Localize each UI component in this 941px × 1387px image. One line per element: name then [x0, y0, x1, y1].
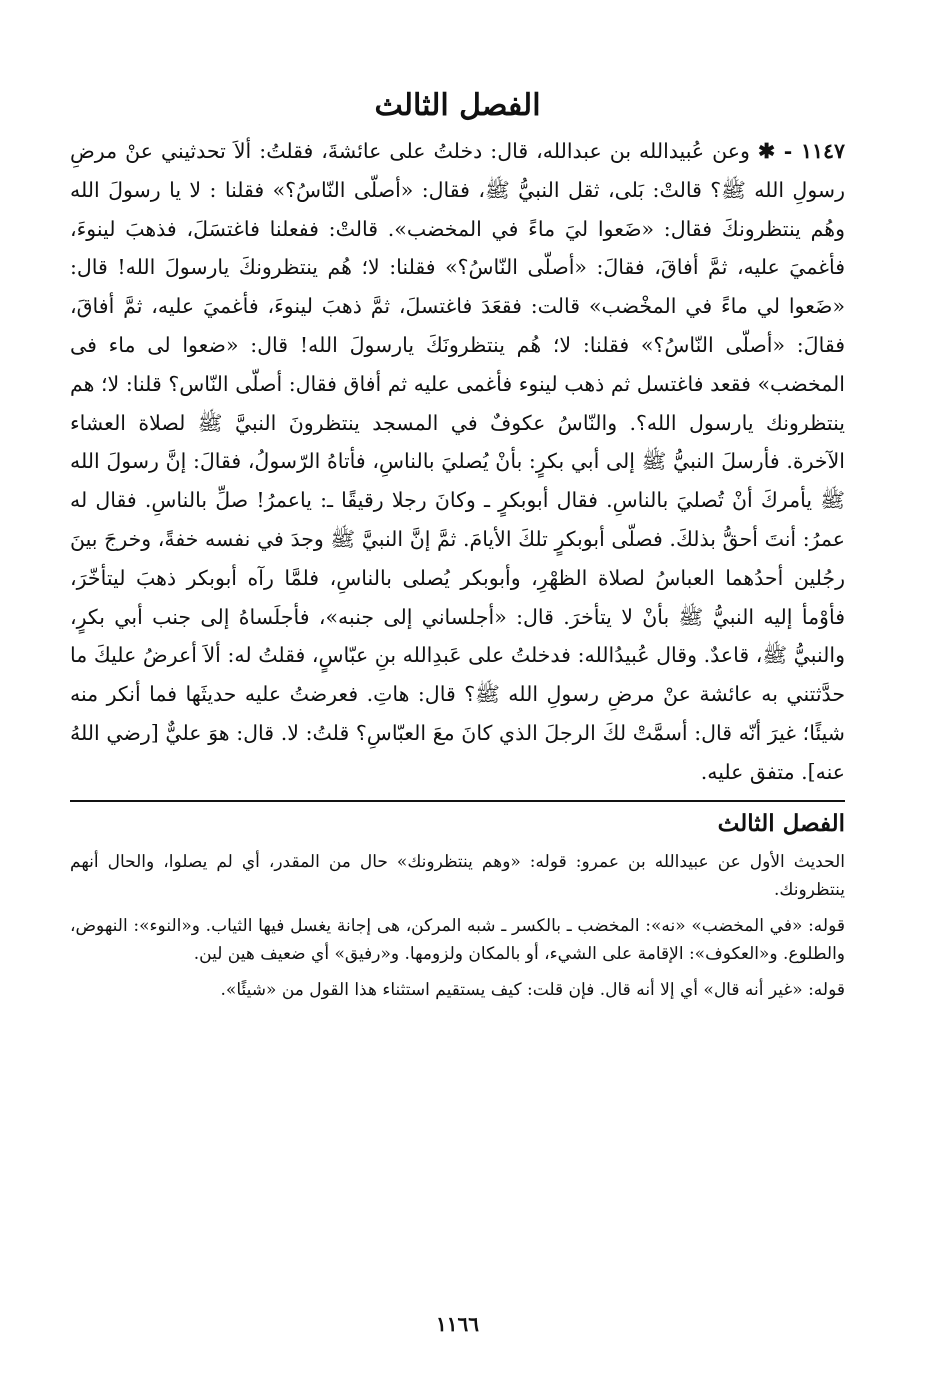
commentary-heading: الفصل الثالث	[717, 809, 845, 837]
commentary-note: الحديث الأول عن عبيدالله بن عمرو: قوله: «وهم ينتظرونك» حال من المقدر، أي لم يصلوا، والحال أنهم ينتظرونك.	[70, 851, 845, 900]
commentary-note: قوله: «في المخضب» «نه»: المخضب ـ بالكسر ـ شبه المركن، هى إجانة يغسل فيها الثياب. و«النوء»: النهوض، والطلوع. و«العكوف»: الإقامة على الشيء، أو بالمكان ولزومها. و«رفيق» أي ضعيف هين لين.	[70, 915, 845, 964]
hadith-paragraph	[70, 132, 845, 792]
hadith-body: وعن عُبيدالله بن عبدالله، قال: دخلتُ على عائشةَ، فقلتُ: ألاَ تحدثيني عنْ مرضِ رسولِ الله ﷺ؟ قالتْ: بَلى، ثقل النبيُّ ﷺ، فقال: «أصلّى النّاسُ؟» فقلنا : لا يا رسولَ الله وهُم ينتظرونكَ فقال: «ضَعوا ليَ ماءً في المخضب». قالتْ: ففعلنا فاغتسَلَ، فذهبَ لينوءَ، فأغميَ عليه، ثمَّ أفاقَ، فقالَ: «أصلّى النّاسُ؟» فقلنا: لا؛ هُم ينتظرونكَ يارسولَ الله! قال: «ضَعوا لي ماءً في المخْضب» قالت: فقعَدَ فاغتسلَ، ثمَّ ذهبَ لينوءَ، فأغميَ عليه، ثمَّ أفاقَ، فقالَ: «أصلّى النّاسُ؟» فقلنا: لا؛ هُم ينتظرونَكَ يارسولَ الله! قال: «ضعوا لى ماء فى المخضب» فقعد فاغتسل ثم ذهب لينوء فأغمى عليه ثم أفاق فقال: أصلّى النّاس؟ قلنا: لا؛ هم ينتظرونك يارسول الله؟. والنّاسُ عكوفٌ في المسجد ينتظرونَ النبيَّ ﷺ لصلاة العشاء الآخرة. فأرسلَ النبيُّ ﷺ إلى أبي بكرٍ: بأنْ يُصليَ بالناسِ، فأتاهُ الرّسولُ، فقالَ: إنَّ رسولَ الله ﷺ يأمركَ أنْ تُصليَ بالناسِ. فقال أبوبكرٍ ـ وكانَ رجلا رقيقًا ـ: ياعمرُ! صلِّ بالناسِ. فقال له عمرُ: أنتَ أحقُّ بذلكَ. فصلّى أبوبكرٍ تلكَ الأيامَ. ثمَّ إنَّ النبيَّ ﷺ وجدَ في نفسه خفةً، وخرجَ بينَ رجُلين أحدُهما العباسُ لصلاة الظهْرِ، وأبوبكر يُصلى بالناسِ، فلمَّا رآه أبوبكر ذهبَ ليتأخّرَ، فأوْمأ إليه النبيُّ ﷺ بأنْ لا يتأخرَ. قال: «أجلساني إلى جنبه»، فأجلَساهُ إلى جنب أبي بكرٍ، والنبيُّ ﷺ، قاعدٌ. وقال عُبيدُالله: فدخلتُ على عَبدِالله بنِ عبّاسٍ، فقلتُ له: ألاَ أعرضُ عليكَ ما حدَّثتني به عائشة عنْ مرضِ رسولِ الله ﷺ؟ قال: هاتِ. فعرضتُ عليه حديثَها فما أنكر منه شيئًا؛ غيرَ أنّه قال: أسمَّتْ لكَ الرجلَ الذي كانَ معَ العبّاسِ؟ قلتُ: لا. قال: هوَ عليٌّ [رضي اللهُ عنه]. متفق عليه.	[70, 139, 845, 784]
page-number: ١١٦٦	[436, 1312, 479, 1336]
chapter-title: الفصل الثالث	[374, 88, 541, 123]
book-page	[70, 80, 845, 1370]
hadith-text	[70, 132, 845, 792]
commentary-note: قوله: «غير أنه قال» أي إلا أنه قال. فإن قلت: كيف يستقيم استثناء هذا القول من «شيئًا».	[220, 979, 845, 1000]
footnote-divider	[70, 800, 845, 802]
commentary-section	[70, 804, 845, 1004]
hadith-number: ١١٤٧ - ✱	[757, 139, 845, 163]
